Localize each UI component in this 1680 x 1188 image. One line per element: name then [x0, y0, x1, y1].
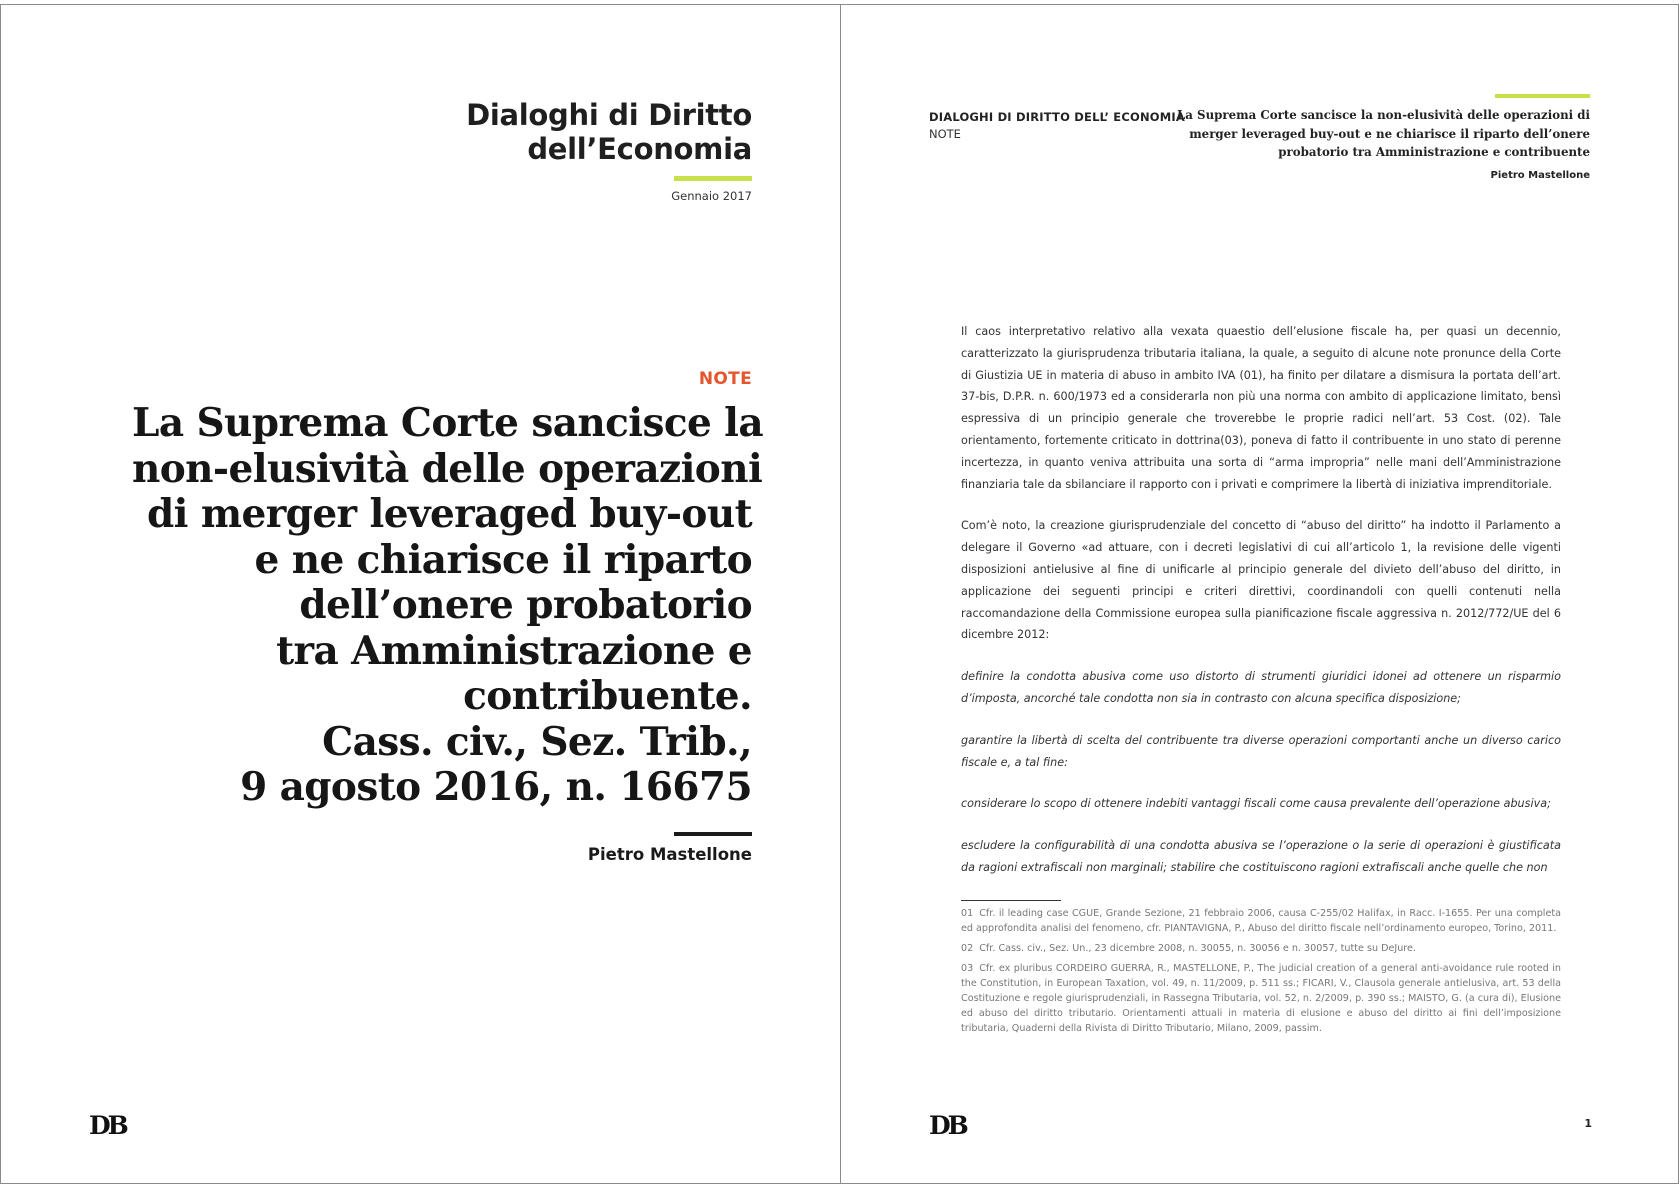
- article-title-line: e ne chiarisce il riparto: [254, 536, 752, 583]
- body-paragraph: Com’è noto, la creazione giurisprudenziale del concetto di “abuso del diritto” ha indotto il Parlamento a delegare il Governo «ad attuare, con i decreti legislativi di cui all’articolo 1, la revisione delle vigenti disposizioni antielusive al fine di unificarle al principio generale del divieto dell’abuso del diritto, in applicazione dei seguenti principi e criteri direttivi, coordinandoli con quelli contenuti nella raccomandazione della Commissione europea sulla pianificazione fiscale aggressiva n. 2012/772/UE del 6 dicembre 2012:: [961, 519, 1561, 642]
- running-header-title: [1170, 106, 1590, 162]
- footnote: [961, 941, 1561, 956]
- journal-title: [352, 98, 752, 166]
- article-title-line: Cass. civ., Sez. Trib.,: [322, 718, 752, 765]
- section-label: NOTE: [698, 369, 752, 389]
- footnote-number: 01: [961, 908, 974, 919]
- db-logo: DB: [929, 1111, 966, 1140]
- running-header-section: NOTE: [929, 127, 961, 141]
- author-divider: [674, 832, 752, 836]
- article-title-line: La Suprema Corte sancisce la: [132, 400, 764, 446]
- running-header-author: Pietro Mastellone: [1490, 170, 1590, 181]
- article-title-line: tra Amministrazione e: [276, 627, 752, 674]
- article-title-line: di merger leveraged buy-out: [146, 491, 752, 537]
- article-title-line: 9 agosto 2016, n. 16675: [240, 764, 752, 810]
- article-page: [840, 4, 1679, 1184]
- footnote-text: Cfr. ex pluribus CORDEIRO GUERRA, R., MASTELLONE, P., The judicial creation of a general anti-avoidance rule rooted in the Constitution, in European Taxation, vol. 49, n. 11/2009, p. 511 ss.; FICARI, V., Clausola generale antielusiva, art. 53 della Costituzione e regole giurisprudenziali, in Rassegna Tributaria, vol. 52, n. 2/2009, p. 390 ss.; MAISTO, G. (a cura di), Elusione ed abuso del diritto tributario. Orientamenti attuali in materia di elusione e abuso del diritto ai fini dell’imposizione tributaria, Quaderni della Rivista di Diritto Tributario, Milano, 2009, passim.: [961, 963, 1561, 1034]
- running-title-line: La Suprema Corte sancisce la non-elusività delle operazioni di: [1177, 108, 1590, 122]
- running-title-line: merger leveraged buy-out e ne chiarisce il riparto dell’onere: [1189, 126, 1590, 141]
- accent-divider: [674, 176, 752, 181]
- journal-title-line-2: dell’Economia: [527, 132, 752, 166]
- article-title-line: dell’onere probatorio: [299, 582, 752, 628]
- running-header-journal: DIALOGHI DI DIRITTO DELL’ ECONOMIA: [929, 110, 1185, 124]
- db-logo: DB: [89, 1111, 126, 1140]
- running-title-line: probatorio tra Amministrazione e contribuente: [1278, 145, 1590, 159]
- cover-page: [0, 4, 841, 1184]
- document-spread: [0, 4, 1680, 1184]
- footnote: [961, 961, 1561, 1036]
- footnote-text: Cfr. Cass. civ., Sez. Un., 23 dicembre 2008, n. 30055, n. 30056 e n. 30057, tutte su DeJure.: [979, 943, 1416, 954]
- article-title: [132, 400, 764, 811]
- footnote-divider: [961, 900, 1061, 901]
- accent-divider: [1495, 94, 1590, 98]
- author-name: Pietro Mastellone: [587, 845, 752, 864]
- issue-date: Gennaio 2017: [671, 189, 752, 203]
- footnote-number: 03: [961, 963, 974, 974]
- article-title-line: non-elusività delle operazioni: [132, 445, 763, 492]
- body-paragraph: escludere la configurabilità di una condotta abusiva se l’operazione o la serie di operazioni è giustificata da ragioni extrafiscali non marginali; stabilire che costituiscono ragioni extrafiscali anche quelle che non: [961, 839, 1561, 874]
- footnote-text: Cfr. il leading case CGUE, Grande Sezione, 21 febbraio 2006, causa C-255/02 Halifax, in Racc. I-1655. Per una completa ed approfondita analisi del fenomeno, cfr. PIANTAVIGNA, P., Abuso del diritto fiscale nell’ordinamento europeo, Torino, 2011.: [961, 908, 1561, 934]
- body-paragraph: considerare lo scopo di ottenere indebiti vantaggi fiscali come causa prevalente dell’operazione abusiva;: [961, 797, 1551, 811]
- body-paragraph: garantire la libertà di scelta del contribuente tra diverse operazioni comportanti anche un diverso carico fiscale e, a tal fine:: [961, 733, 1561, 769]
- journal-title-line-1: Dialoghi di Diritto: [466, 98, 752, 132]
- page-number: 1: [1584, 1117, 1592, 1130]
- footnote: [961, 906, 1561, 936]
- body-paragraph: definire la condotta abusiva come uso distorto di strumenti giuridici idonei ad ottenere un risparmio d’imposta, ancorché tale condotta non sia in contrasto con alcuna specifica disposizione;: [961, 670, 1561, 705]
- body-paragraph: Il caos interpretativo relativo alla vexata quaestio dell’elusione fiscale ha, per quasi un decennio, caratterizzato la giurisprudenza tributaria italiana, la quale, a seguito di alcune note pronunce della Corte di Giustizia UE in materia di abuso in ambito IVA (01), ha finito per dilatare a dismisura la portata dell’art. 37-bis, D.P.R. n. 600/1973 ed a considerarla non più una norma con ambito di applicazione limitato, bensì espressiva di un principio generale che troverebbe le proprie radici nell’art. 53 Cost. (02). Tale orientamento, fortemente criticato in dottrina(03), poneva di fatto il contribuente in uno stato di perenne incertezza, in quanto veniva attribuita una sorta di “arma impropria” nelle mani dell’Amministrazione finanziaria tale da sbilanciare il rapporto con i privati e comprimere la libertà di iniziativa imprenditoriale.: [961, 325, 1561, 491]
- article-title-line: contribuente.: [463, 673, 752, 719]
- footnote-number: 02: [961, 943, 974, 954]
- article-body: [961, 321, 1561, 899]
- footnotes: [961, 906, 1561, 1041]
